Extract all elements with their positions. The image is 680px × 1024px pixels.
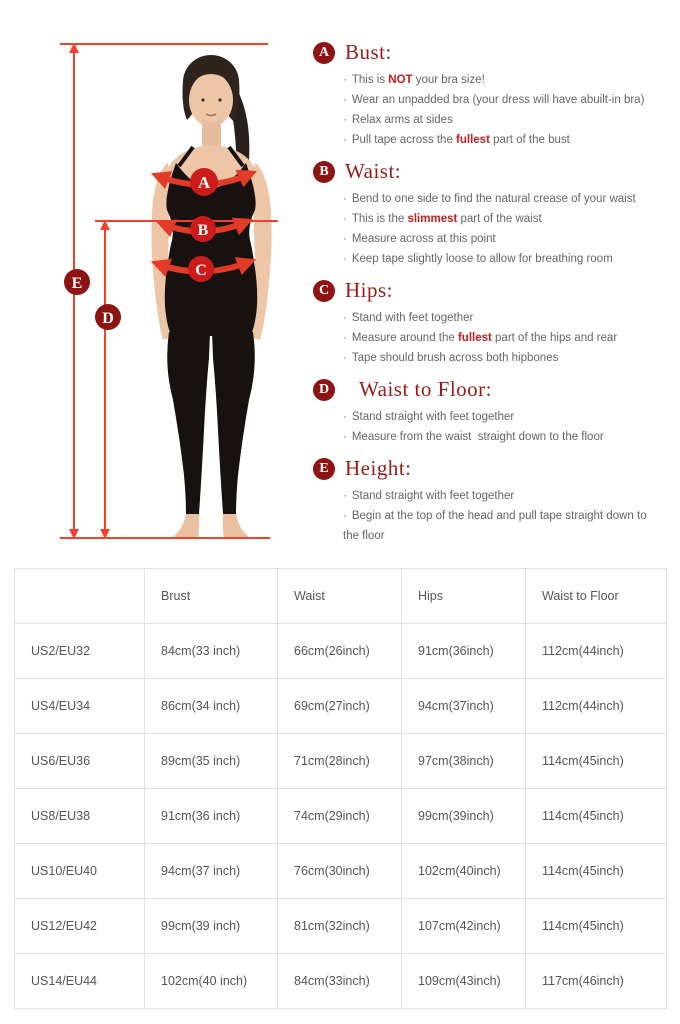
size-value-cell: 66cm(26inch) xyxy=(278,624,402,679)
section-badge-a: A xyxy=(313,42,335,64)
size-table-row xyxy=(15,624,667,679)
section-title: Waist to Floor: xyxy=(359,377,492,401)
waist-marker-letter: B xyxy=(197,222,209,239)
section-title: Height: xyxy=(345,456,412,480)
bullet-dot-icon: · xyxy=(343,114,347,126)
bullet-dot-icon: · xyxy=(343,74,347,86)
bullet-text: Bend to one side to find the natural crease of your waist xyxy=(351,193,636,205)
bullet-text: Stand straight with feet together xyxy=(351,411,515,423)
bullet-text-emphasis: fullest xyxy=(457,332,492,344)
bullet-item xyxy=(343,130,665,150)
bullet-text-emphasis: slimmest xyxy=(407,213,458,225)
bullet-item xyxy=(343,110,665,130)
size-value-cell: 74cm(29inch) xyxy=(278,789,402,844)
bullet-text: This is the xyxy=(351,213,408,225)
bust-marker-letter: A xyxy=(197,173,211,192)
bullet-text: This is xyxy=(351,74,389,86)
size-value-cell: 86cm(34 inch) xyxy=(145,679,278,734)
section-heading xyxy=(313,40,665,65)
size-value-cell: 76cm(30inch) xyxy=(278,844,402,899)
size-value-cell: 114cm(45inch) xyxy=(526,734,667,789)
size-value-cell: 117cm(46inch) xyxy=(526,954,667,1009)
size-table-row xyxy=(15,679,667,734)
bullet-dot-icon: · xyxy=(343,332,347,344)
size-value-cell: 112cm(44inch) xyxy=(526,679,667,734)
size-table-head xyxy=(15,569,667,624)
size-value-cell: 114cm(45inch) xyxy=(526,789,667,844)
size-value-cell: 112cm(44inch) xyxy=(526,624,667,679)
bullet-dot-icon: · xyxy=(343,94,347,106)
bullet-item xyxy=(343,189,665,209)
measurement-diagram xyxy=(0,0,320,560)
section-waist xyxy=(313,159,665,269)
bullet-dot-icon: · xyxy=(343,193,347,205)
size-label-cell: US8/EU38 xyxy=(15,789,145,844)
bullet-item xyxy=(343,427,665,447)
section-bullets xyxy=(343,407,665,447)
section-title: Waist: xyxy=(345,159,402,183)
section-heading xyxy=(313,278,665,303)
section-bullets xyxy=(343,189,665,269)
bullet-text: Measure from the waist straight down to the floor xyxy=(351,431,604,443)
size-table-row xyxy=(15,734,667,789)
section-title: Hips: xyxy=(345,278,394,302)
section-title: Bust: xyxy=(345,40,392,64)
bullet-dot-icon: · xyxy=(343,312,347,324)
bullet-item xyxy=(343,486,665,506)
bullet-dot-icon: · xyxy=(343,134,347,146)
size-value-cell: 89cm(35 inch) xyxy=(145,734,278,789)
size-label-cell: US6/EU36 xyxy=(15,734,145,789)
bullet-text: Keep tape slightly loose to allow for breathing room xyxy=(351,253,613,265)
bullet-item xyxy=(343,70,665,90)
size-label-cell: US10/EU40 xyxy=(15,844,145,899)
bullet-dot-icon: · xyxy=(343,253,347,265)
size-value-cell: 71cm(28inch) xyxy=(278,734,402,789)
section-bullets xyxy=(343,70,665,150)
section-heading xyxy=(313,456,665,481)
bullet-item xyxy=(343,229,665,249)
size-table-header-cell xyxy=(15,569,145,624)
model-figure xyxy=(151,55,271,538)
bullet-text: Wear an unpadded bra (your dress will have abuilt-in bra) xyxy=(351,94,645,106)
bullet-text: part of the waist xyxy=(457,213,542,225)
section-hips xyxy=(313,278,665,368)
size-chart-table xyxy=(14,568,667,1009)
size-value-cell: 91cm(36inch) xyxy=(402,624,526,679)
size-value-cell: 99cm(39inch) xyxy=(402,789,526,844)
bullet-text: Measure around the xyxy=(351,332,458,344)
size-table-body xyxy=(15,624,667,1009)
size-table-row xyxy=(15,844,667,899)
size-table-header-row xyxy=(15,569,667,624)
size-label-cell: US14/EU44 xyxy=(15,954,145,1009)
size-value-cell: 109cm(43inch) xyxy=(402,954,526,1009)
size-table-row xyxy=(15,789,667,844)
bullet-text-emphasis: fullest xyxy=(456,134,490,146)
size-table-header-cell: Brust xyxy=(145,569,278,624)
bullet-item xyxy=(343,407,665,427)
bullet-text: Begin at the top of the head and pull tape straight down to the floor xyxy=(343,510,650,542)
bullet-text: Relax arms at sides xyxy=(351,114,453,126)
size-value-cell: 91cm(36 inch) xyxy=(145,789,278,844)
size-table-row xyxy=(15,899,667,954)
bullet-item xyxy=(343,328,665,348)
bullet-text: Tape should brush across both hipbones xyxy=(351,352,559,364)
bullet-dot-icon: · xyxy=(343,213,347,225)
section-badge-c: C xyxy=(313,280,335,302)
bullet-dot-icon: · xyxy=(343,431,347,443)
bullet-item xyxy=(343,249,665,269)
section-heading xyxy=(313,377,665,402)
bullet-dot-icon: · xyxy=(343,411,347,423)
size-value-cell: 94cm(37 inch) xyxy=(145,844,278,899)
section-bust xyxy=(313,40,665,150)
size-table-header-cell: Waist to Floor xyxy=(526,569,667,624)
section-bullets xyxy=(343,308,665,368)
size-value-cell: 114cm(45inch) xyxy=(526,844,667,899)
bullet-item xyxy=(343,308,665,328)
bullet-text: your bra size! xyxy=(412,74,485,86)
bullet-item xyxy=(343,90,665,110)
size-value-cell: 107cm(42inch) xyxy=(402,899,526,954)
bullet-text: Pull tape across the xyxy=(351,134,457,146)
bullet-dot-icon: · xyxy=(343,510,347,522)
bullet-item xyxy=(343,209,665,229)
height-label-letter: E xyxy=(71,275,83,292)
bullet-text: Stand with feet together xyxy=(351,312,474,324)
instruction-sections xyxy=(313,40,665,555)
size-label-cell: US12/EU42 xyxy=(15,899,145,954)
bullet-dot-icon: · xyxy=(343,233,347,245)
bullet-item xyxy=(343,348,665,368)
section-badge-d: D xyxy=(313,379,335,401)
hips-marker-letter: C xyxy=(195,262,207,279)
section-waist-to-floor xyxy=(313,377,665,447)
bullet-text-emphasis: NOT xyxy=(388,74,413,86)
size-value-cell: 69cm(27inch) xyxy=(278,679,402,734)
size-value-cell: 81cm(32inch) xyxy=(278,899,402,954)
size-table-header-cell: Waist xyxy=(278,569,402,624)
size-label-cell: US2/EU32 xyxy=(15,624,145,679)
section-badge-b: B xyxy=(313,161,335,183)
section-height xyxy=(313,456,665,546)
size-value-cell: 99cm(39 inch) xyxy=(145,899,278,954)
bullet-text: part of the hips and rear xyxy=(491,332,618,344)
size-value-cell: 102cm(40 inch) xyxy=(145,954,278,1009)
bullet-dot-icon: · xyxy=(343,352,347,364)
size-value-cell: 102cm(40inch) xyxy=(402,844,526,899)
bullet-text: Measure across at this point xyxy=(351,233,496,245)
size-table-header-cell: Hips xyxy=(402,569,526,624)
waist-to-floor-label-letter: D xyxy=(102,310,114,327)
section-badge-e: E xyxy=(313,458,335,480)
size-table-row xyxy=(15,954,667,1009)
size-label-cell: US4/EU34 xyxy=(15,679,145,734)
bullet-text: part of the bust xyxy=(489,134,570,146)
bullet-text: Stand straight with feet together xyxy=(351,490,515,502)
size-value-cell: 84cm(33 inch) xyxy=(145,624,278,679)
size-value-cell: 114cm(45inch) xyxy=(526,899,667,954)
section-heading xyxy=(313,159,665,184)
bullet-dot-icon: · xyxy=(343,490,347,502)
bullet-item xyxy=(343,506,665,546)
size-value-cell: 97cm(38inch) xyxy=(402,734,526,789)
size-value-cell: 94cm(37inch) xyxy=(402,679,526,734)
section-bullets xyxy=(343,486,665,546)
size-value-cell: 84cm(33inch) xyxy=(278,954,402,1009)
